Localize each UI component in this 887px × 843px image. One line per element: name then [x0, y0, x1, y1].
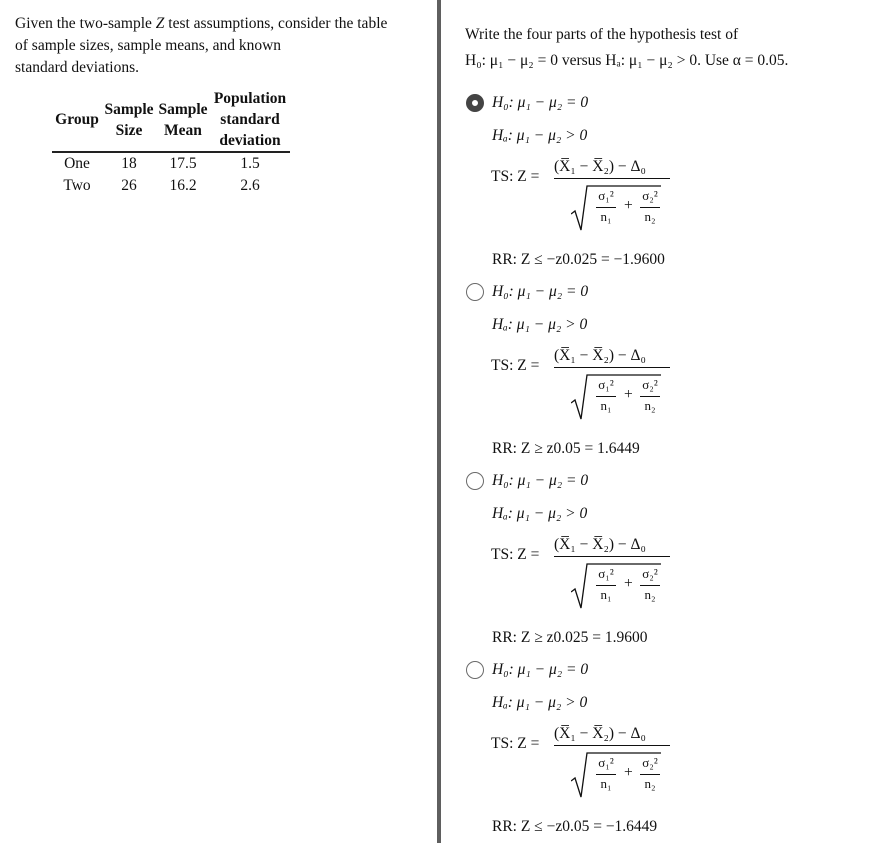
header-sample-size: Sample Size [104, 100, 154, 139]
ts-label: TS: Z = [491, 357, 540, 374]
radio-button[interactable] [466, 472, 484, 490]
radio-button-selected[interactable] [466, 94, 484, 112]
sigma2-sq: σ₂² [642, 188, 658, 203]
problem-text-z: Z [155, 15, 165, 32]
cell-size: 26 [121, 177, 137, 194]
cell-group: One [64, 155, 90, 172]
cell-mean: 16.2 [169, 177, 197, 194]
table-row [52, 175, 290, 197]
inner-fraction-bar [640, 207, 660, 208]
cell-group: Two [63, 177, 91, 194]
question-line-2: H₀: μ₁ − μ₂ = 0 versus Hₐ: μ₁ − μ₂ > 0. Use α = 0.05. [465, 52, 789, 69]
option-rr: RR: Z ≥ z0.025 = 1.9600 [492, 629, 648, 646]
cell-sd: 1.5 [240, 155, 260, 172]
option-ha: Hₐ: μ₁ − μ₂ > 0 [492, 316, 588, 333]
option-h0: H₀: μ₁ − μ₂ = 0 [492, 94, 589, 111]
ts-numerator: (X̅₁ − X̅₂) − Δ₀ [554, 725, 646, 742]
cell-sd: 2.6 [240, 177, 260, 194]
n1: n₁ [600, 209, 612, 224]
problem-statement [15, 13, 425, 79]
fraction-bar [554, 556, 670, 557]
plus-sign: + [624, 575, 633, 592]
ts-numerator: (X̅₁ − X̅₂) − Δ₀ [554, 347, 646, 364]
cell-size: 18 [121, 155, 137, 172]
fraction-bar [554, 367, 670, 368]
inner-fraction-bar [596, 774, 616, 775]
test-statistic-formula [491, 536, 711, 616]
fraction-bar [554, 178, 670, 179]
test-statistic-formula [491, 158, 711, 238]
table-row [52, 152, 290, 175]
table-header-row [52, 88, 290, 152]
option-rr: RR: Z ≥ z0.05 = 1.6449 [492, 440, 640, 457]
sigma2-sq: σ₂² [642, 377, 658, 392]
ts-numerator: (X̅₁ − X̅₂) − Δ₀ [554, 158, 646, 175]
option-ha: Hₐ: μ₁ − μ₂ > 0 [492, 127, 588, 144]
n2: n₂ [644, 209, 656, 224]
inner-fraction-bar [596, 207, 616, 208]
header-group: Group [55, 111, 99, 128]
inner-fraction-bar [596, 585, 616, 586]
question-line-1: Write the four parts of the hypothesis test of [465, 26, 739, 43]
sigma1-sq: σ₁² [598, 188, 614, 203]
option-h0: H₀: μ₁ − μ₂ = 0 [492, 661, 589, 678]
plus-sign: + [624, 386, 633, 403]
n2: n₂ [644, 776, 656, 791]
radio-button[interactable] [466, 661, 484, 679]
option-ha: Hₐ: μ₁ − μ₂ > 0 [492, 505, 588, 522]
ts-label: TS: Z = [491, 546, 540, 563]
n2: n₂ [644, 587, 656, 602]
inner-fraction-bar [640, 396, 660, 397]
sigma1-sq: σ₁² [598, 377, 614, 392]
ts-numerator: (X̅₁ − X̅₂) − Δ₀ [554, 536, 646, 553]
fraction-bar [554, 745, 670, 746]
sigma1-sq: σ₁² [598, 566, 614, 581]
option-rr: RR: Z ≤ −z0.025 = −1.9600 [492, 251, 665, 268]
problem-text-1b: test assumptions, consider the table [164, 15, 388, 32]
inner-fraction-bar [640, 774, 660, 775]
problem-text-1: Given the two-sample [15, 15, 156, 32]
plus-sign: + [624, 197, 633, 214]
option-h0: H₀: μ₁ − μ₂ = 0 [492, 283, 589, 300]
option-rr: RR: Z ≤ −z0.05 = −1.6449 [492, 818, 658, 835]
radio-button[interactable] [466, 283, 484, 301]
sample-table [52, 88, 290, 197]
cell-mean: 17.5 [169, 155, 197, 172]
plus-sign: + [624, 764, 633, 781]
inner-fraction-bar [596, 396, 616, 397]
test-statistic-formula [491, 725, 711, 805]
problem-text-3: standard deviations. [15, 59, 139, 76]
sigma2-sq: σ₂² [642, 755, 658, 770]
test-statistic-formula [491, 347, 711, 427]
inner-fraction-bar [640, 585, 660, 586]
option-h0: H₀: μ₁ − μ₂ = 0 [492, 472, 589, 489]
header-population-sd: Population standard deviation [213, 90, 287, 149]
ts-label: TS: Z = [491, 735, 540, 752]
sigma2-sq: σ₂² [642, 566, 658, 581]
problem-panel [0, 0, 437, 843]
sigma1-sq: σ₁² [598, 755, 614, 770]
question-prompt [465, 22, 788, 74]
problem-text-2: of sample sizes, sample means, and known [15, 37, 282, 54]
n1: n₁ [600, 776, 612, 791]
option-ha: Hₐ: μ₁ − μ₂ > 0 [492, 694, 588, 711]
n2: n₂ [644, 398, 656, 413]
answer-panel [441, 0, 887, 843]
header-sample-mean: Sample Mean [158, 100, 208, 139]
ts-label: TS: Z = [491, 168, 540, 185]
n1: n₁ [600, 398, 612, 413]
n1: n₁ [600, 587, 612, 602]
